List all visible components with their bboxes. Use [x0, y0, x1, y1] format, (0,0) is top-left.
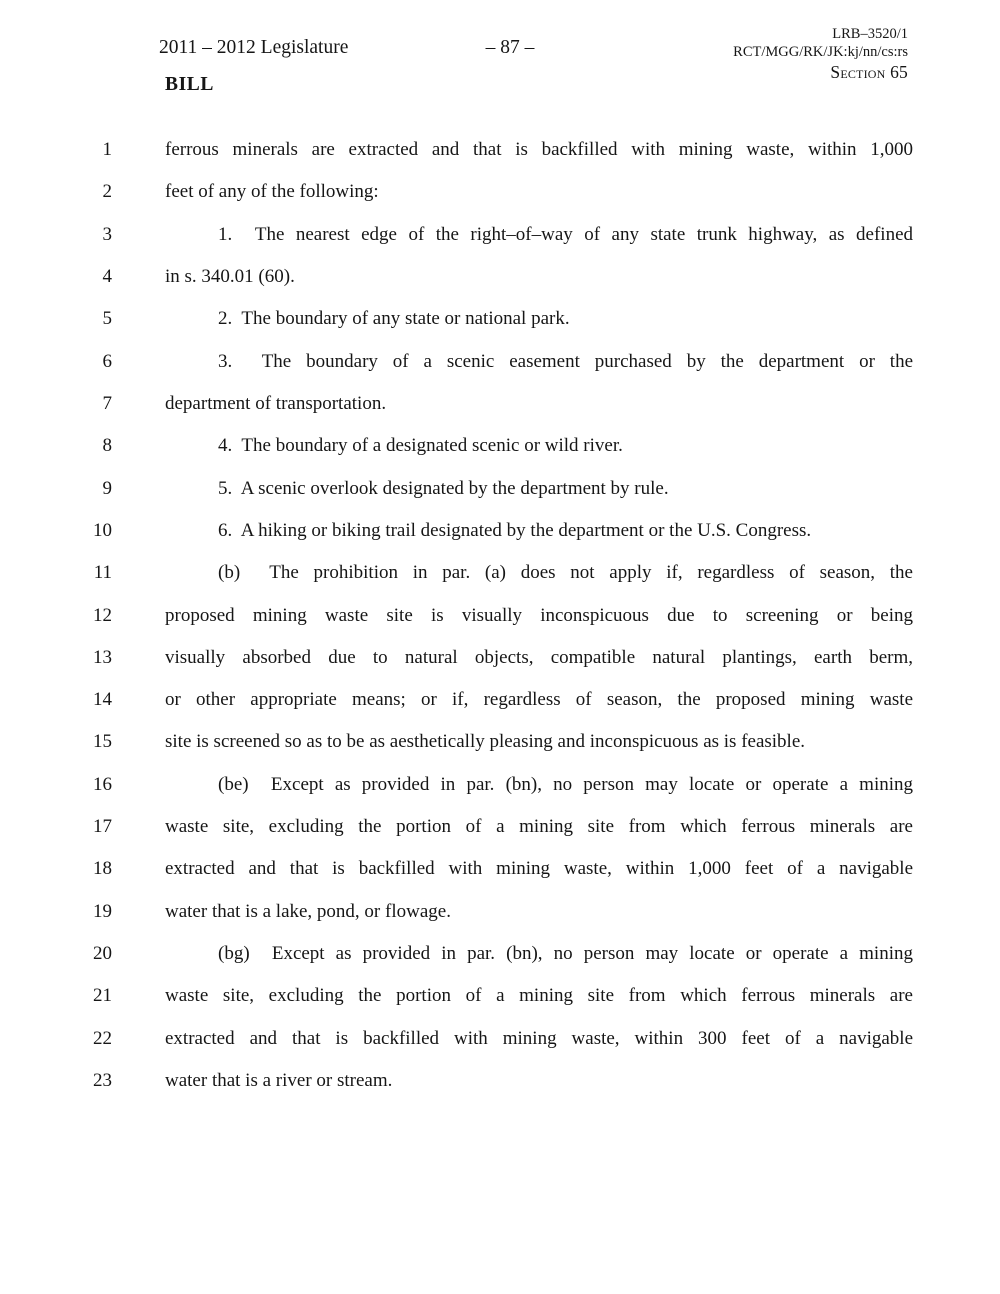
line-text: (be) Except as provided in par. (bn), no person may locate or operate a mining: [218, 773, 913, 795]
header-lrb-number: LRB–3520/1: [832, 26, 908, 42]
line-text: 3. The boundary of a scenic easement purchased by the department or the: [218, 350, 913, 372]
bill-line: [0, 383, 1000, 425]
header-legislature: 2011 – 2012 Legislature: [159, 37, 349, 58]
line-text: (bg) Except as provided in par. (bn), no person may locate or operate a mining: [218, 943, 913, 965]
line-text: 1. The nearest edge of the right–of–way of any state trunk highway, as defined: [218, 223, 913, 245]
line-text: waste site, excluding the portion of a mining site from which ferrous minerals are: [165, 985, 913, 1007]
bill-line: [0, 214, 1000, 256]
bill-line: [0, 425, 1000, 467]
bill-line: [0, 1018, 1000, 1060]
line-text: extracted and that is backfilled with mining waste, within 300 feet of a navigable: [165, 1027, 913, 1049]
line-number: 21: [93, 985, 112, 1007]
line-text: extracted and that is backfilled with mining waste, within 1,000 feet of a navigable: [165, 858, 913, 880]
line-number: 6: [102, 350, 112, 372]
line-text: 5. A scenic overlook designated by the department by rule.: [218, 477, 669, 499]
line-text: site is screened so as to be as aesthetically pleasing and inconspicuous as is feasible.: [165, 731, 806, 753]
line-number: 9: [102, 477, 112, 499]
line-text: in s. 340.01 (60).: [165, 265, 295, 287]
bill-line: [0, 552, 1000, 594]
line-number: 3: [102, 223, 112, 245]
line-number: 18: [93, 858, 112, 880]
line-number: 22: [93, 1027, 112, 1049]
line-number: 20: [93, 943, 112, 965]
bill-line: [0, 256, 1000, 298]
bill-line: [0, 129, 1000, 171]
bill-line: [0, 891, 1000, 933]
line-number: 23: [93, 1070, 112, 1092]
bill-line: [0, 341, 1000, 383]
bill-line: [0, 764, 1000, 806]
line-text: feet of any of the following:: [165, 181, 379, 203]
line-text: 2. The boundary of any state or national park.: [218, 308, 570, 330]
bill-line: [0, 679, 1000, 721]
bill-line: [0, 171, 1000, 213]
line-number: 12: [93, 604, 112, 626]
header-page-number: – 87 –: [485, 37, 535, 58]
line-text: water that is a lake, pond, or flowage.: [165, 900, 451, 922]
bill-line: [0, 637, 1000, 679]
line-number: 14: [93, 689, 112, 711]
header-drafting-code: RCT/MGG/RK/JK:kj/nn/cs:rs: [733, 44, 908, 60]
bill-line: [0, 806, 1000, 848]
line-number: 10: [93, 519, 112, 541]
line-text: 4. The boundary of a designated scenic or wild river.: [218, 435, 623, 457]
line-number: 17: [93, 816, 112, 838]
bill-line: [0, 298, 1000, 340]
line-number: 5: [102, 308, 112, 330]
header-right-block: [733, 25, 908, 83]
bill-line: [0, 848, 1000, 890]
bill-line: [0, 1060, 1000, 1102]
bill-line: [0, 721, 1000, 763]
line-text: (b) The prohibition in par. (a) does not apply if, regardless of season, the: [218, 562, 913, 584]
line-text: proposed mining waste site is visually inconspicuous due to screening or being: [165, 604, 913, 626]
header-section-label: Section 65: [830, 62, 908, 82]
line-number: 15: [93, 731, 112, 753]
bill-line: [0, 468, 1000, 510]
line-text: waste site, excluding the portion of a mining site from which ferrous minerals are: [165, 816, 913, 838]
bill-line: [0, 933, 1000, 975]
line-text: or other appropriate means; or if, regardless of season, the proposed mining waste: [165, 689, 913, 711]
line-text: visually absorbed due to natural objects, compatible natural plantings, earth berm,: [165, 646, 913, 668]
line-text: 6. A hiking or biking trail designated by the department or the U.S. Congress.: [218, 519, 812, 541]
bill-line: [0, 975, 1000, 1017]
line-number: 19: [93, 900, 112, 922]
line-number: 13: [93, 646, 112, 668]
line-number: 8: [102, 435, 112, 457]
line-text: water that is a river or stream.: [165, 1070, 393, 1092]
bill-line: [0, 595, 1000, 637]
line-number: 4: [102, 265, 112, 287]
bill-line: [0, 510, 1000, 552]
line-text: department of transportation.: [165, 392, 387, 414]
header-doc-type: BILL: [165, 74, 215, 95]
line-text: ferrous minerals are extracted and that is backfilled with mining waste, within 1,000: [165, 139, 913, 160]
line-number: 2: [102, 181, 112, 203]
line-number: 1: [102, 139, 112, 160]
line-number: 16: [93, 773, 112, 795]
line-number: 11: [93, 562, 112, 584]
line-number: 7: [102, 392, 112, 414]
